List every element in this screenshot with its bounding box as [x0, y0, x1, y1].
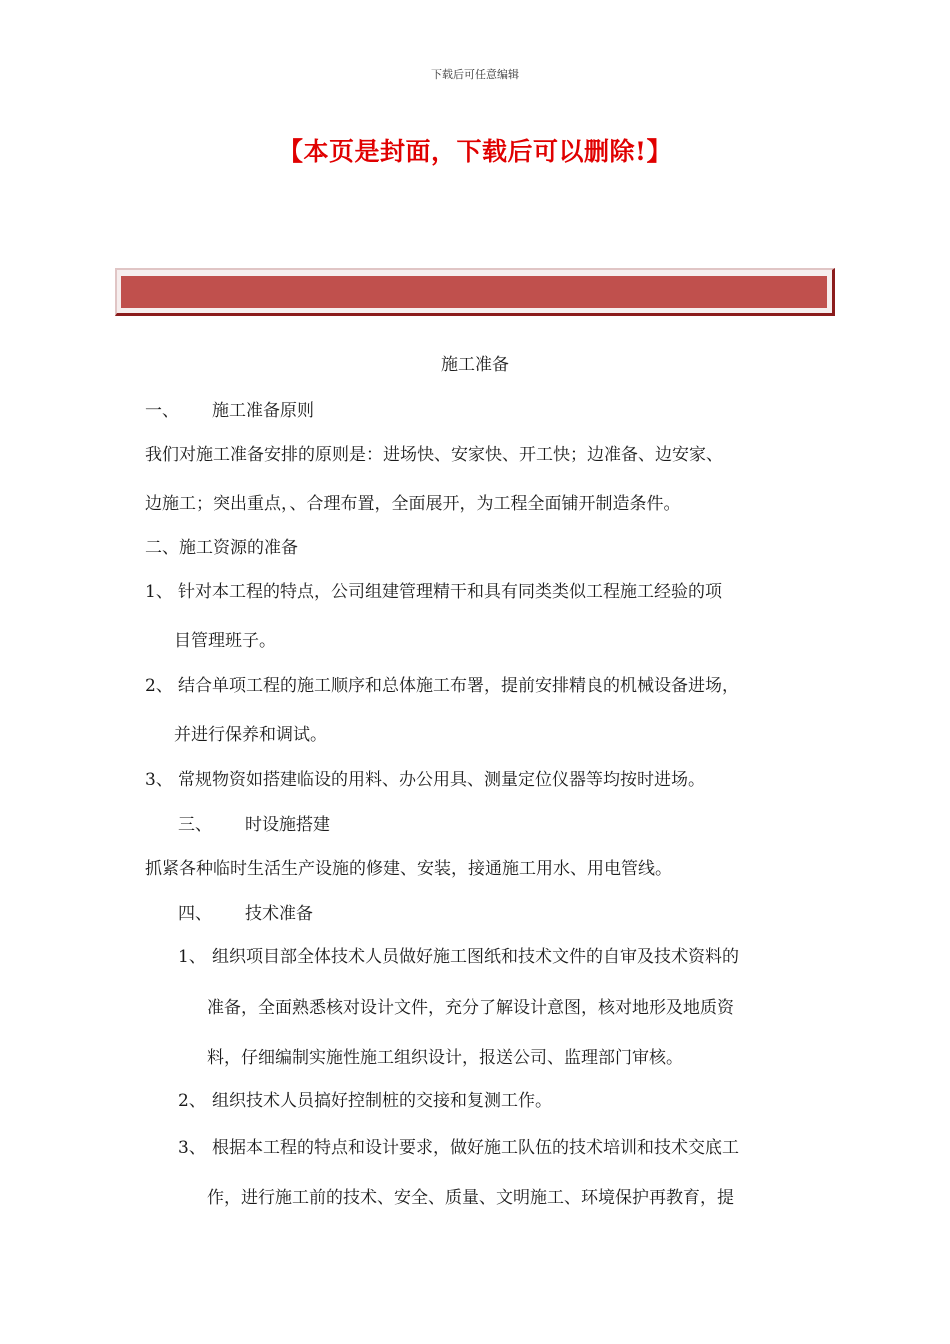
item-2-number: 2、	[145, 676, 173, 696]
section-1-number: 一、	[145, 401, 179, 421]
paragraph-1-line-2: 边施工；突出重点，、合理布置，全面展开，为工程全面铺开制造条件。	[145, 494, 681, 514]
tech-item-3-line-2: 作，进行施工前的技术、安全、质量、文明施工、环境保护再教育，提	[207, 1188, 734, 1208]
tech-item-1-line-2: 准备，全面熟悉核对设计文件，充分了解设计意图，核对地形及地质资	[207, 998, 734, 1018]
section-3-heading: 时设施搭建	[245, 815, 330, 835]
item-1-line-1: 针对本工程的特点，公司组建管理精干和具有同类类似工程施工经验的项	[178, 582, 722, 602]
section-2-heading: 二、施工资源的准备	[145, 538, 298, 558]
section-4-heading: 技术准备	[245, 904, 313, 924]
paragraph-3-line-1: 抓紧各种临时生活生产设施的修建、安装，接通施工用水、用电管线。	[145, 859, 672, 879]
tech-item-3-number: 3、	[178, 1138, 206, 1158]
header-note: 下载后可任意编辑	[431, 68, 519, 81]
paragraph-1-line-1: 我们对施工准备安排的原则是：进场快、安家快、开工快；边准备、边安家、	[145, 445, 723, 465]
tech-item-3-line-1: 根据本工程的特点和设计要求，做好施工队伍的技术培训和技术交底工	[212, 1138, 739, 1158]
document-title: 施工准备	[441, 355, 509, 375]
section-4-number: 四、	[178, 904, 212, 924]
item-2-line-1: 结合单项工程的施工顺序和总体施工布署，提前安排精良的机械设备进场，	[178, 676, 739, 696]
tech-item-1-line-1: 组织项目部全体技术人员做好施工图纸和技术文件的自审及技术资料的	[212, 947, 739, 967]
tech-item-2-line-1: 组织技术人员搞好控制桩的交接和复测工作。	[212, 1091, 552, 1111]
item-2-line-2: 并进行保养和调试。	[174, 725, 327, 745]
tech-item-1-line-3: 料，仔细编制实施性施工组织设计，报送公司、监理部门审核。	[207, 1048, 683, 1068]
section-3-number: 三、	[178, 815, 212, 835]
item-3-line-1: 常规物资如搭建临设的用料、办公用具、测量定位仪器等均按时进场。	[178, 770, 705, 790]
banner-fill	[121, 276, 827, 308]
tech-item-1-number: 1、	[178, 947, 206, 967]
item-1-line-2: 目管理班子。	[174, 631, 276, 651]
cover-notice: 【本页是封面，下载后可以删除!】	[278, 137, 672, 166]
tech-item-2-number: 2、	[178, 1091, 206, 1111]
decorative-banner	[115, 268, 835, 316]
section-1-heading: 施工准备原则	[212, 401, 314, 421]
item-3-number: 3、	[145, 770, 173, 790]
item-1-number: 1、	[145, 582, 173, 602]
